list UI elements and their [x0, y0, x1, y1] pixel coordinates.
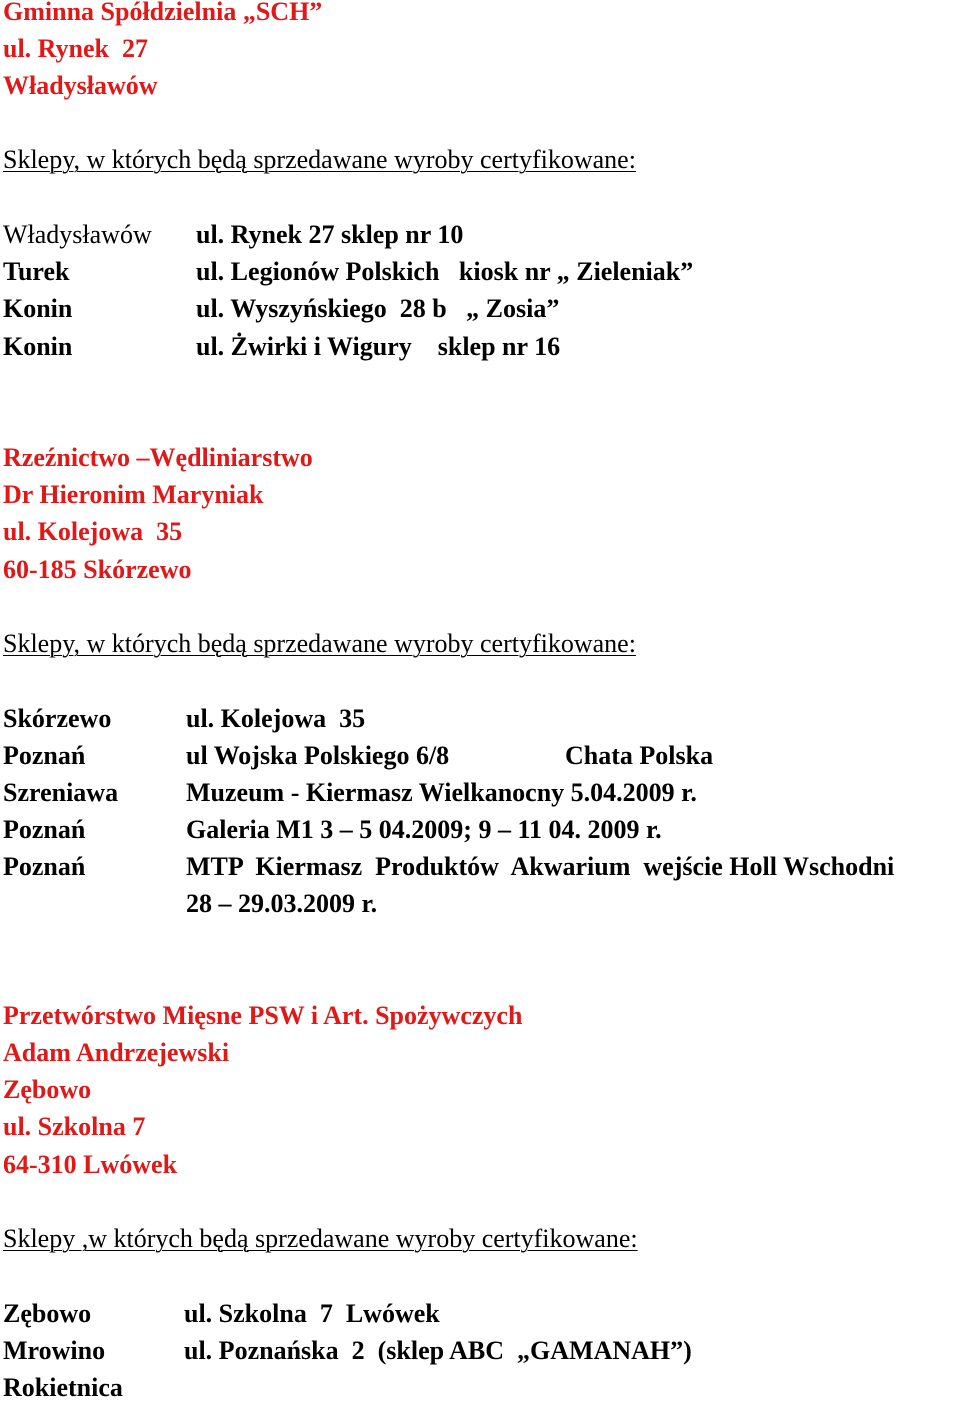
shop-address: ul. Rynek 27 sklep nr 10: [196, 220, 464, 249]
shop-town: Mrowino: [3, 1336, 106, 1365]
company-owner-3: Adam Andrzejewski: [3, 1038, 230, 1067]
shop-town: Skórzewo: [3, 704, 112, 733]
shop-town: Poznań: [3, 815, 86, 844]
company-town-2: 60-185 Skórzewo: [3, 555, 192, 584]
shop-town: Turek: [3, 257, 70, 286]
shop-address: ul. Wyszyńskiego 28 b „ Zosia”: [196, 294, 560, 323]
shop-address: MTP Kiermasz Produktów Akwarium wejście Holl Wschodni: [186, 852, 895, 881]
shop-town: Zębowo: [3, 1299, 92, 1328]
shop-address: ul. Szkolna 7 Lwówek: [184, 1299, 440, 1328]
company-street-1: ul. Rynek 27: [3, 34, 149, 63]
shop-address: ul. Kolejowa 35: [186, 704, 366, 733]
company-street-2: ul. Kolejowa 35: [3, 517, 183, 546]
shop-town: Władysławów: [3, 220, 152, 249]
shops-title-1: Sklepy, w których będą sprzedawane wyroby certyfikowane:: [3, 145, 636, 174]
shops-title-3: Sklepy ,w których będą sprzedawane wyroby certyfikowane:: [3, 1224, 638, 1253]
shop-address: ul. Legionów Polskich kiosk nr „ Zieleniak”: [196, 257, 694, 286]
shop-address: Muzeum - Kiermasz Wielkanocny 5.04.2009 r.: [186, 778, 697, 807]
shops-title-2: Sklepy, w których będą sprzedawane wyroby certyfikowane:: [3, 629, 636, 658]
shop-address: Galeria M1 3 – 5 04.2009; 9 – 11 04. 2009 r.: [186, 815, 662, 844]
shop-town: Poznań: [3, 741, 86, 770]
shop-address: ul. Żwirki i Wigury sklep nr 16: [196, 332, 561, 361]
shop-town: Konin: [3, 294, 73, 323]
company-owner-2: Dr Hieronim Maryniak: [3, 480, 264, 509]
company-town-1: Władysławów: [3, 71, 158, 100]
shop-town: Rokietnica: [3, 1373, 123, 1402]
shop-town: Poznań: [3, 852, 86, 881]
company-town-3: Zębowo: [3, 1075, 92, 1104]
shop-town: Szreniawa: [3, 778, 119, 807]
company-postcode-3: 64-310 Lwówek: [3, 1150, 178, 1179]
company-name-3: Przetwórstwo Mięsne PSW i Art. Spożywczych: [3, 1001, 523, 1030]
shop-address: ul Wojska Polskiego 6/8: [186, 741, 450, 770]
shop-address-continuation: 28 – 29.03.2009 r.: [186, 889, 378, 918]
company-name-1: Gminna Spółdzielnia „SCH”: [3, 0, 323, 26]
shop-address: ul. Poznańska 2 (sklep ABC „GAMANAH”): [184, 1336, 692, 1365]
shop-town: Konin: [3, 332, 73, 361]
shop-extra: Chata Polska: [565, 741, 714, 770]
company-street-3: ul. Szkolna 7: [3, 1112, 146, 1141]
company-name-2: Rzeźnictwo –Wędliniarstwo: [3, 443, 313, 472]
